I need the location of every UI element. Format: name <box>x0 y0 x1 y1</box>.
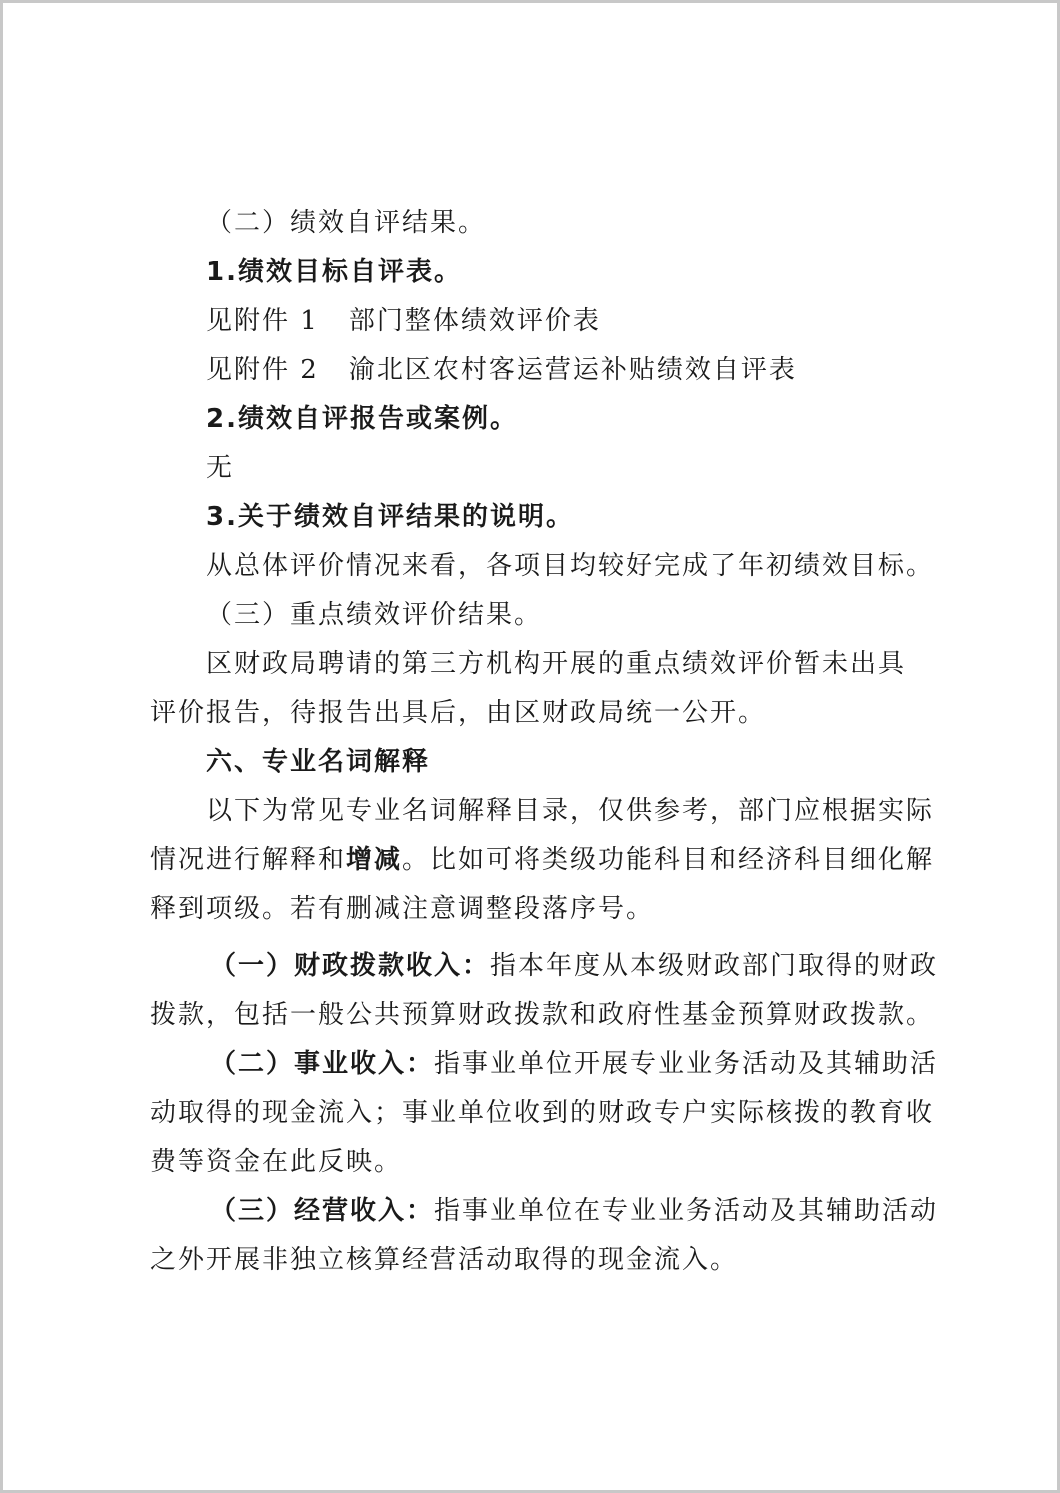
item2-body: 无 <box>206 453 235 483</box>
attachment2-label: 见附件 2 <box>206 355 319 385</box>
section-three-body-1: 区财政局聘请的第三方机构开展的重点绩效评价暂未出具 <box>206 649 907 679</box>
item1-heading: 1.绩效目标自评表。 <box>206 257 462 287</box>
glossary-item-1-text: 指本年度从本级财政部门取得的财政 <box>490 951 939 981</box>
glossary-item-2-line3: 费等资金在此反映。 <box>150 1147 403 1177</box>
attachment2-text: 渝北区农村客运营运补贴绩效自评表 <box>348 355 797 385</box>
glossary-item-2-line2: 动取得的现金流入；事业单位收到的财政专户实际核拨的教育收 <box>150 1098 935 1128</box>
glossary-item-2-term: （二）事业收入： <box>210 1049 435 1079</box>
glossary-item-1-term: （一）财政拨款收入： <box>210 951 491 981</box>
glossary-intro-3: 释到项级。若有删减注意调整段落序号。 <box>150 894 655 924</box>
glossary-intro-2-bold: 增减 <box>346 845 403 875</box>
glossary-item-3-line1 <box>150 1187 939 1236</box>
item3-heading: 3.关于绩效自评结果的说明。 <box>206 502 574 532</box>
glossary-intro-1: 以下为常见专业名词解释目录，仅供参考，部门应根据实际 <box>206 796 935 826</box>
glossary-item-3-text: 指事业单位在专业业务活动及其辅助活动 <box>434 1196 939 1226</box>
glossary-item-3-line2: 之外开展非独立核算经营活动取得的现金流入。 <box>150 1245 739 1275</box>
glossary-heading: 六、专业名词解释 <box>206 747 431 777</box>
item3-body: 从总体评价情况来看，各项目均较好完成了年初绩效目标。 <box>206 551 935 581</box>
section-three-heading: （三）重点绩效评价结果。 <box>206 600 543 630</box>
glossary-item-3-term: （三）经营收入： <box>210 1196 435 1226</box>
document-body <box>150 199 939 1285</box>
section-three-body-2: 评价报告，待报告出具后，由区财政局统一公开。 <box>150 698 767 728</box>
section-two-heading: （二）绩效自评结果。 <box>206 208 487 238</box>
glossary-intro-2b: 。比如可将类级功能科目和经济科目细化解 <box>402 845 935 875</box>
attachment1-text: 部门整体绩效评价表 <box>348 306 601 336</box>
item2-heading: 2.绩效自评报告或案例。 <box>206 404 518 434</box>
glossary-intro-2 <box>150 836 935 885</box>
glossary-intro-2a: 情况进行解释和 <box>150 845 347 875</box>
attachment1-label: 见附件 1 <box>206 306 319 336</box>
glossary-item-2-line1 <box>150 1040 939 1089</box>
attachment2-line <box>150 346 930 395</box>
attachment1-line <box>150 297 930 346</box>
glossary-item-1-line1 <box>150 942 939 991</box>
glossary-item-2-text: 指事业单位开展专业业务活动及其辅助活 <box>434 1049 939 1079</box>
glossary-item-1-line2: 拨款，包括一般公共预算财政拨款和政府性基金预算财政拨款。 <box>150 1000 935 1030</box>
